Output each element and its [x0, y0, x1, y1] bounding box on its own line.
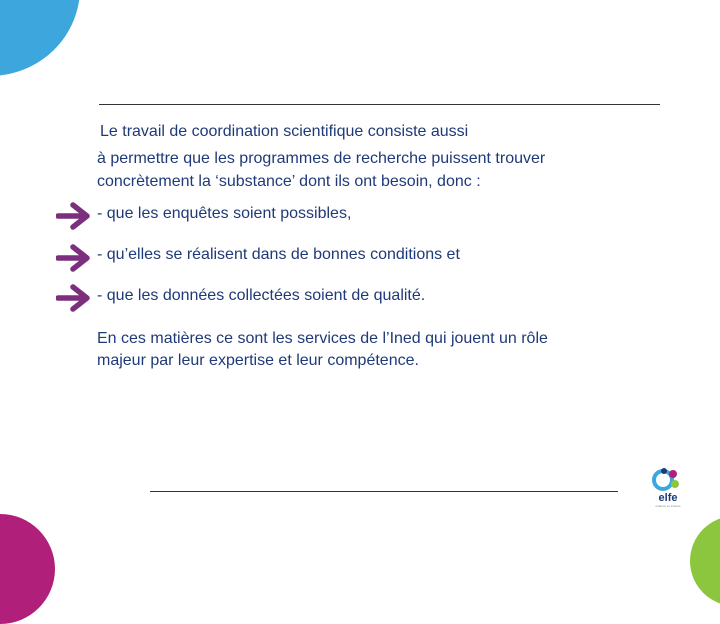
intro-line-2: à permettre que les programmes de recherche puissent trouver: [97, 150, 546, 167]
arrow-right-icon: [56, 243, 92, 273]
bullet-item-1: - que les enquêtes soient possibles,: [97, 205, 352, 222]
intro-line-3: concrètement la ‘substance’ dont ils ont besoin, donc :: [97, 173, 481, 190]
bullet-item-2: - qu’elles se réalisent dans de bonnes conditions et: [97, 246, 460, 263]
corner-decoration-blue: [0, 0, 80, 76]
logo-tagline: enfance en France: [655, 504, 681, 508]
bullet-item-3: - que les données collectées soient de qualité.: [97, 287, 426, 304]
logo-wordmark: elfe: [658, 492, 678, 504]
elfe-logo: [648, 466, 688, 512]
elfe-logo-mark-icon: [652, 466, 684, 494]
arrow-right-icon: [56, 283, 92, 313]
top-divider: [99, 104, 660, 105]
arrow-right-icon: [56, 201, 92, 231]
corner-decoration-magenta: [0, 514, 55, 624]
conclusion-line-2: majeur par leur expertise et leur compétence.: [97, 352, 419, 369]
bottom-divider: [150, 491, 618, 492]
conclusion-line-1: En ces matières ce sont les services de l’Ined qui jouent un rôle: [97, 330, 548, 347]
corner-decoration-green: [690, 516, 720, 606]
intro-line-1: Le travail de coordination scientifique consiste aussi: [100, 123, 469, 140]
